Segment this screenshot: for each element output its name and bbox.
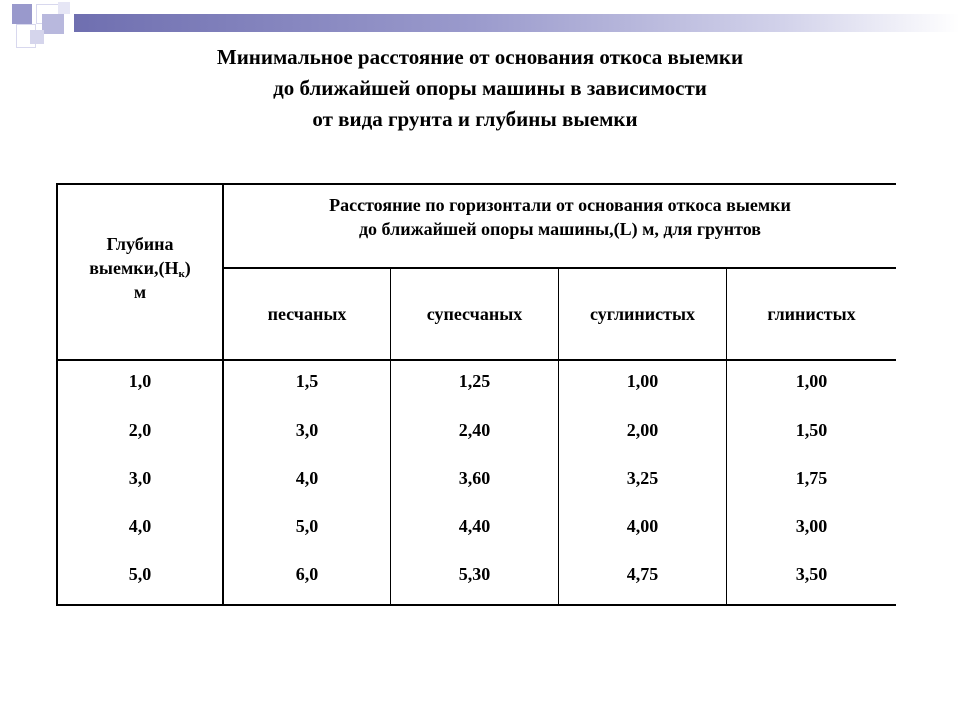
distance-table xyxy=(56,183,896,606)
table-cell-depth: 5,0 xyxy=(128,564,152,584)
table-cell-value: 4,00 xyxy=(626,516,659,536)
decorative-square xyxy=(58,2,70,14)
distance-header-line-1: Расстояние по горизонтали от основания откоса выемки xyxy=(329,195,791,215)
table-cell-value: 3,00 xyxy=(795,516,828,536)
soil-header-clay: глинистых xyxy=(767,304,856,324)
table-cell-value: 4,0 xyxy=(295,468,319,488)
table-cell-depth: 2,0 xyxy=(128,420,152,440)
table-cell-value: 3,50 xyxy=(795,564,828,584)
table-cell-depth: 4,0 xyxy=(128,516,152,536)
clay-column xyxy=(727,361,896,606)
distance-header-line-2: до ближайшей опоры машины,(L) м, для грунтов xyxy=(358,219,762,239)
table-cell-value: 4,75 xyxy=(626,564,659,584)
table-cell-value: 1,25 xyxy=(458,371,491,391)
table-cell-value: 2,40 xyxy=(458,420,491,440)
decorative-square xyxy=(12,4,32,24)
table-cell-value: 3,60 xyxy=(458,468,491,488)
soil-header-sandy-loam: супесчаных xyxy=(426,304,523,324)
table-cell-value: 3,25 xyxy=(626,468,659,488)
table-cell-depth: 3,0 xyxy=(128,468,152,488)
title-line-3: от вида грунта и глубины выемки xyxy=(312,107,638,131)
depth-column xyxy=(58,361,222,606)
soil-header-loam: суглинистых xyxy=(589,304,696,324)
table-cell-value: 2,00 xyxy=(626,420,659,440)
title-line-1: Минимальное расстояние от основания откоса выемки xyxy=(216,45,744,69)
table-cell-value: 4,40 xyxy=(458,516,491,536)
table-cell-value: 1,75 xyxy=(795,468,828,488)
distance-header xyxy=(224,193,896,259)
table-cell-value: 1,00 xyxy=(626,371,659,391)
title-line-2: до ближайшей опоры машины в зависимости xyxy=(273,76,707,100)
depth-header xyxy=(58,185,222,359)
sandy-column xyxy=(224,361,390,606)
decorative-square xyxy=(42,14,64,34)
depth-header-line-3: м xyxy=(133,282,147,302)
decorative-gradient-bar xyxy=(74,14,960,32)
table-cell-value: 3,0 xyxy=(295,420,319,440)
sandy-loam-column xyxy=(391,361,558,606)
slide-title xyxy=(40,42,940,135)
table-cell-value: 5,30 xyxy=(458,564,491,584)
table-cell-value: 1,5 xyxy=(295,371,319,391)
table-cell-value: 5,0 xyxy=(295,516,319,536)
table-cell-value: 1,50 xyxy=(795,420,828,440)
table-cell-value: 1,00 xyxy=(795,371,828,391)
depth-header-line-2: $выемки,(Н_к)$ xyxy=(89,258,191,280)
table-cell-value: 6,0 xyxy=(295,564,319,584)
table-cell-depth: 1,0 xyxy=(128,371,152,391)
loam-column xyxy=(559,361,726,606)
depth-header-line-1: Глубина xyxy=(106,234,174,254)
soil-header-sandy: песчаных xyxy=(267,304,347,324)
